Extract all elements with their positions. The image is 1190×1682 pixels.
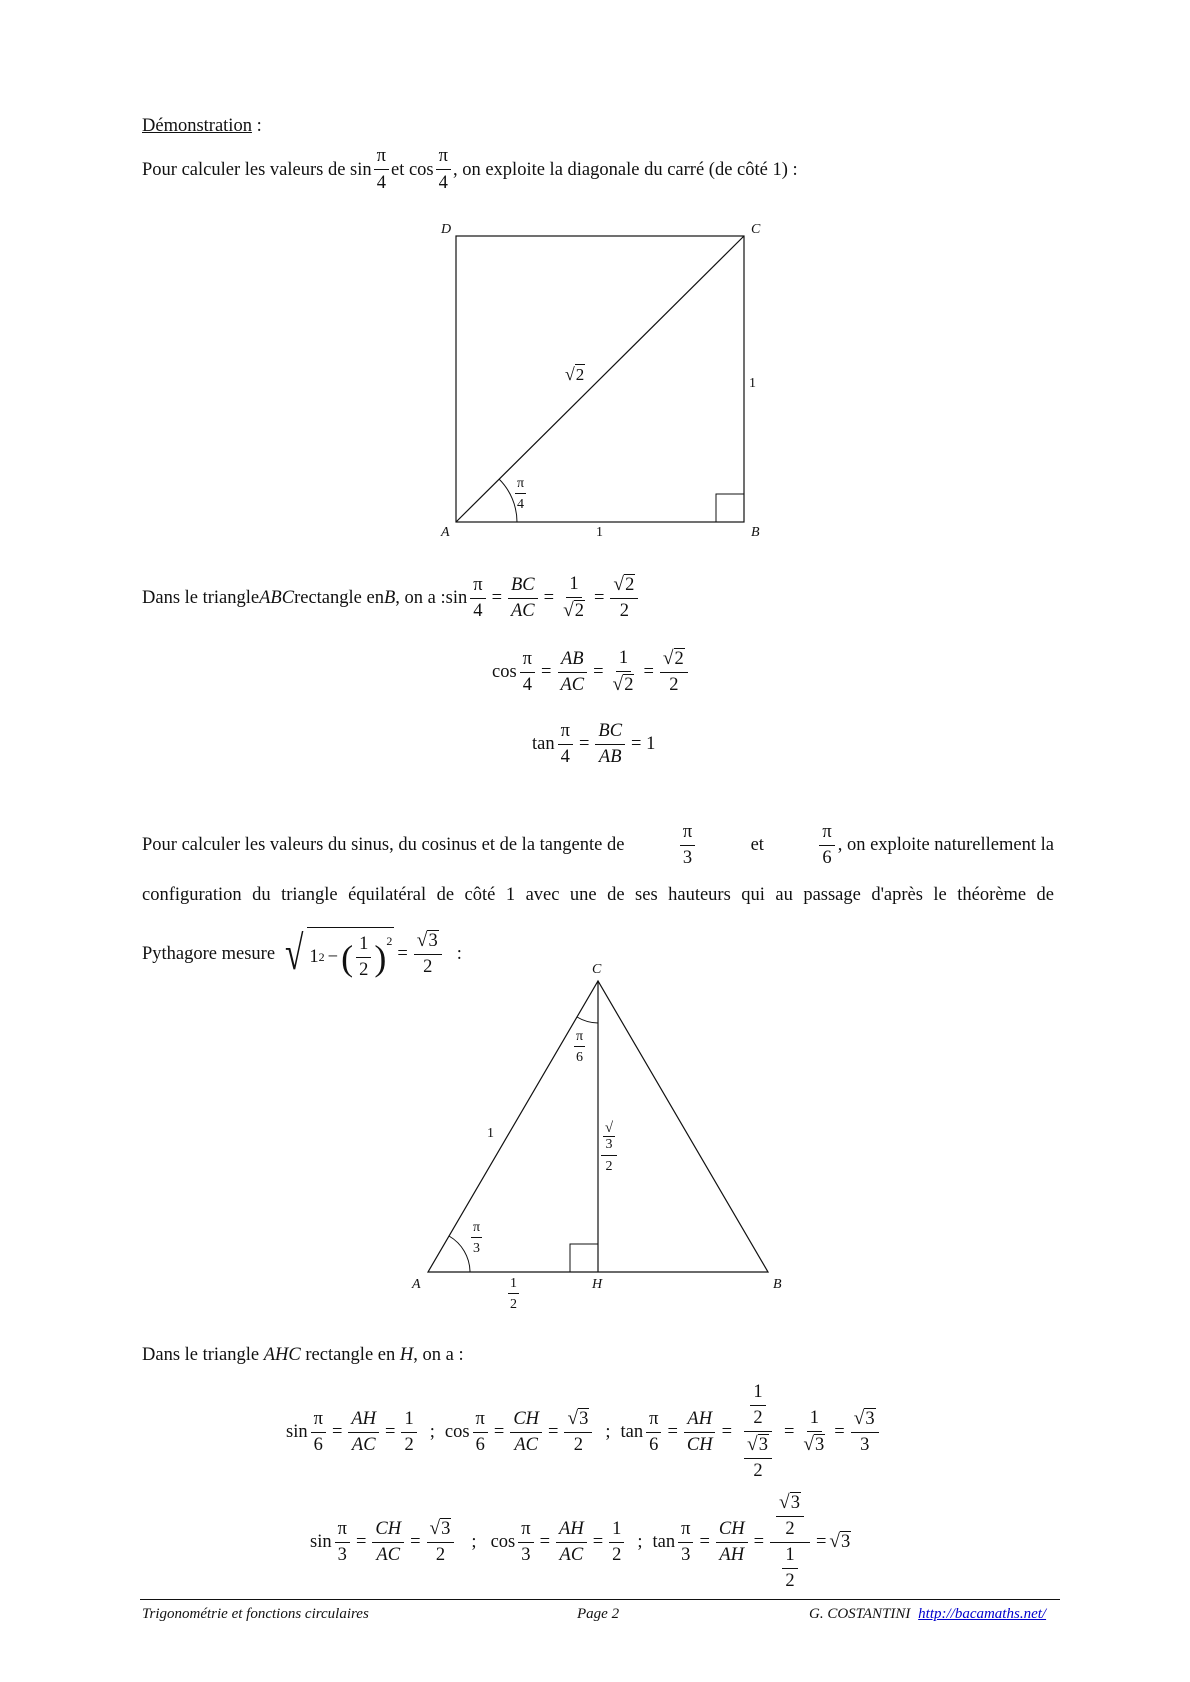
right-angle-mark-H xyxy=(570,1244,598,1272)
intro-text-c: , on exploite la diagonale du carré (de côté 1) : xyxy=(452,160,798,181)
sin-label: sin xyxy=(445,587,468,608)
intro-line xyxy=(142,146,798,195)
angle-arc-C xyxy=(577,1017,598,1023)
angle-label: $\frac{\pi}{4}$ xyxy=(517,476,525,513)
pi-over-6: $\frac{\pi}{6}$ xyxy=(819,822,834,869)
side-bottom-label: 1 xyxy=(596,525,603,540)
compound-fraction: $\frac{\frac{1}{2}}{\frac{√3}{2}}$ xyxy=(738,1382,778,1482)
footer-author: G. COSTANTINI xyxy=(809,1606,911,1622)
cos-pi4-row: cos $\frac{\pi}{4}$ = $\frac{AB}{AC}$ = $\frac{1}{√2}$ = $\frac{√2}{2}$ xyxy=(492,648,691,696)
tan-pi3-label: tan xyxy=(652,1531,676,1552)
footer-page: Page 2 xyxy=(577,1606,620,1622)
heading: Démonstration xyxy=(142,116,252,136)
block1-lead: Dans le triangle xyxy=(142,587,260,608)
label-D: D xyxy=(441,222,452,237)
intro-text-a: Pour calculer les valeurs de sin xyxy=(142,160,372,181)
sin-pi4-row: Dans le triangle ABC rectangle en B , on a : sin $\frac{\pi}{4}$ = $\frac{BC}{AC}$ = $\frac{1}{√2}$ = $\frac{√2}{2}$ xyxy=(142,574,641,622)
side-right-label: 1 xyxy=(749,376,756,391)
para2-line3: Pythagore mesure √ 1 2 − ( $\frac{1}{2}$ ) $^2$ = $\frac{√3}{2}$ : xyxy=(142,927,462,980)
label-B: B xyxy=(751,525,760,540)
compound-fraction: $\frac{\frac{√3}{2}}{\frac{1}{2}}$ xyxy=(770,1492,810,1592)
BC-over-AB: $\frac{BC}{AB}$ xyxy=(595,721,625,768)
para2-line1 xyxy=(142,822,1054,869)
base-AH-label: $\frac{1}{2}$ xyxy=(510,1276,517,1313)
block2-lead: Dans le triangle AHC rectangle en H, on a : xyxy=(142,1345,464,1365)
footer-rule xyxy=(140,1599,1060,1600)
one-over-root2: $\frac{1}{√2}$ xyxy=(563,574,584,621)
pi-over-4: $\frac{\pi}{4}$ xyxy=(558,721,573,768)
root3: √3 xyxy=(829,1531,851,1552)
BC-over-AC: $\frac{BC}{AC}$ xyxy=(508,575,538,622)
root2-over-2: $\frac{√2}{2}$ xyxy=(610,574,638,622)
pi6-row: sin $\frac{\pi}{6}$ = $\frac{AH}{AC}$ = $\frac{1}{2}$ ; cos $\frac{\pi}{6}$ = $\frac{CH}{AC}$ = $\frac{√3}{2}$ ; tan $\frac{\pi}{6}$ = $\frac{AH}{CH}$ = $\frac{\frac{1}{2}}{\frac{√3}{2}}$ = $\frac{1}{√3}$ = $\frac{√3}{3}$ xyxy=(286,1372,882,1492)
root3-over-2: $\frac{√3}{2}$ xyxy=(414,930,442,978)
block1-mid: rectangle en xyxy=(294,587,384,608)
side-AC-label: 1 xyxy=(487,1126,494,1141)
heading-suffix: : xyxy=(251,116,262,136)
label-B-tri: B xyxy=(773,1277,782,1292)
para2-pythagore: Pythagore mesure xyxy=(142,943,276,964)
pi-over-3: $\frac{\pi}{3}$ xyxy=(680,822,695,869)
para2-line2: configuration du triangle équilatéral de côté 1 avec une de ses hauteurs qui au passage d'après le théorème de xyxy=(142,885,1054,905)
sin-pi6-label: sin xyxy=(286,1421,308,1442)
para2-text-b: et xyxy=(750,835,764,855)
angle-arc-A xyxy=(449,1236,470,1272)
tan-label: tan xyxy=(532,734,555,754)
label-C: C xyxy=(751,222,761,237)
label-C-tri: C xyxy=(592,962,602,977)
block1-tail: , on a : xyxy=(395,587,446,608)
block1-pt: B xyxy=(383,587,396,608)
pythagore-root: √ 1 2 − ( $\frac{1}{2}$ ) $^2$ xyxy=(285,927,393,980)
pi-over-4-fraction: $\frac{\pi}{4}$ xyxy=(374,146,389,195)
pi3-row: sin $\frac{\pi}{3}$ = $\frac{CH}{AC}$ = $\frac{√3}{2}$ ; cos $\frac{\pi}{3}$ = $\frac{AH}{AC}$ = $\frac{1}{2}$ ; tan $\frac{\pi}{3}$ = $\frac{CH}{AH}$ = $\frac{\frac{√3}{2}}{\frac{1}{2}}$ = √3 xyxy=(310,1492,851,1591)
footer-title: Trigonométrie et fonctions circulaires xyxy=(142,1606,369,1622)
heading-line xyxy=(142,117,262,136)
pi-over-4: $\frac{\pi}{4}$ xyxy=(520,649,535,696)
cos-pi6-label: cos xyxy=(444,1421,470,1442)
tan-pi6-label: tan xyxy=(620,1421,644,1442)
root2-over-2: $\frac{√2}{2}$ xyxy=(660,648,688,696)
angle-C-label: $\frac{\pi}{6}$ xyxy=(576,1029,584,1066)
one-over-root2: $\frac{1}{√2}$ xyxy=(612,648,634,695)
label-H-tri: H xyxy=(592,1277,603,1292)
cos-pi3-label: cos xyxy=(490,1531,516,1552)
intro-text-b: et cos xyxy=(390,160,434,181)
height-label: √ 3 2 xyxy=(601,1120,617,1174)
angle-A-label: $\frac{\pi}{3}$ xyxy=(473,1220,481,1257)
diagonal-label: √2 xyxy=(565,364,585,384)
square-figure xyxy=(420,218,760,538)
para2-text-c: , on exploite naturellement la xyxy=(837,835,1054,855)
block1-tri: ABC xyxy=(259,587,295,608)
AB-over-AC: $\frac{AB}{AC}$ xyxy=(557,649,587,696)
pi-over-4-fraction: $\frac{\pi}{4}$ xyxy=(436,146,451,195)
cos-label: cos xyxy=(492,661,517,682)
footer-author-block xyxy=(809,1606,1046,1623)
tan-pi4-row: tan $\frac{\pi}{4}$ = $\frac{BC}{AB}$ = 1 xyxy=(532,721,656,767)
label-A-tri: A xyxy=(412,1277,421,1292)
label-A: A xyxy=(441,525,450,540)
para2-text-a: Pour calculer les valeurs du sinus, du cosinus et de la tangente de xyxy=(142,835,625,855)
footer-link[interactable]: http://bacamaths.net/ xyxy=(918,1606,1047,1622)
sin-pi3-label: sin xyxy=(310,1531,332,1552)
right-angle-mark xyxy=(716,494,744,522)
pi-over-4: $\frac{\pi}{4}$ xyxy=(470,575,485,622)
